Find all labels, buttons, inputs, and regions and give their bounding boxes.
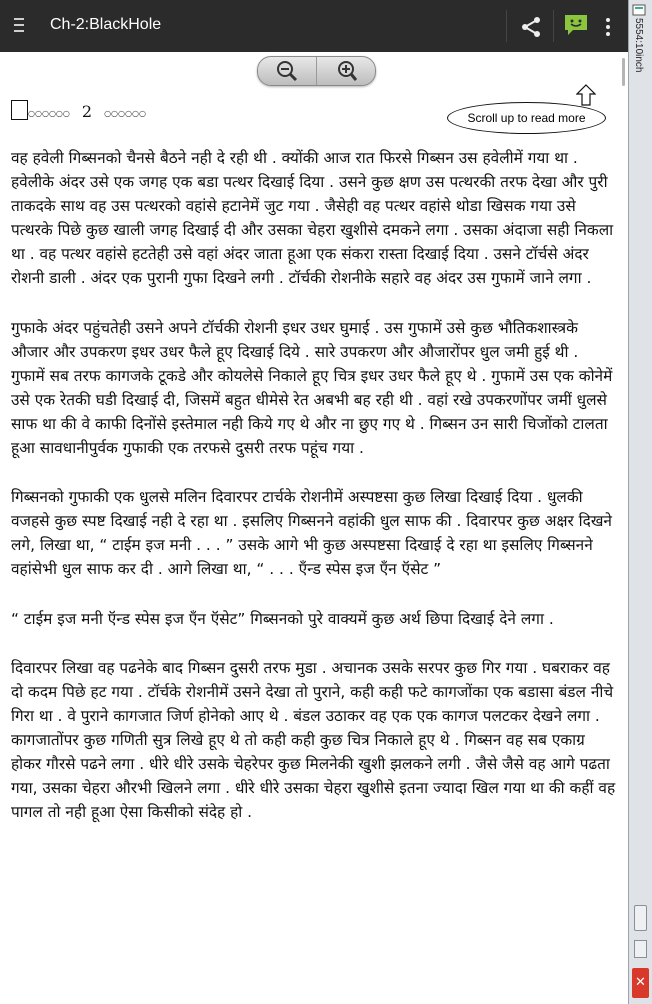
missing-glyphs: ○○○○○○ [28,109,70,118]
paragraph: वह हवेली गिब्सनको चैनसे बैठने नही दे रही थी . क्योंकी आज रात फिरसे गिब्सन उस हवेलीमें गया था . हवेलीके अंदर उसे एक जगह एक बडा पत्थर दिखाई दिया . उसने कुछ क्षण उस पत्थरकी तरफ देखा और पुरी ताकदके साथ वह उस पत्थरको वहांसे हटानेमें जुट गया . जैसेही वह पत्थर वहांसे थोडा खिसक गया उसे पत्थरके पिछे कुछ खाली जगह दिखाई दी और उसका चेहरा खुशीसे दमकने लगा . उसका अंदाजा सही निकला था . वह पत्थर वहांसे हटतेही उसे वहां अंदर जाता हूआ एक संकरा रास्ता दिखाई दिया . उसने टॉर्चसे अंदर रोशनी डाली . अंदर एक पुरानी गुफा दिखने लगी . टॉर्चकी रोशनीके सहारे वह अंदर उस गुफामें जाने लगा . [11,149,614,288]
paragraph: “ टाईम इज मनी ऍन्ड स्पेस इज एँन ऍसेट” गिब्सनको पुरे वाक्यमें कुछ अर्थ छिपा दिखाई देने लगा . [11,609,554,628]
content-scrollbar[interactable] [622,58,625,86]
menu-icon[interactable] [14,18,24,32]
chapter-content[interactable] [11,146,616,849]
overflow-menu-icon[interactable] [606,18,610,36]
paragraph: दिवारपर लिखा वह पढनेके बाद गिब्सन दुसरी तरफ मुडा . अचानक उसके सरपर कुछ गिर गया . घबराकर वह दो कदम पिछे हट गया . टॉर्चके रोशनीमें उसने देखा तो पुराने, कही कही फटे कागजोंका एक बडासा बंडल नीचे गिरा था . वे पुराने कागजात जिर्ण होनेको आए थे . बंडल उठाकर वह एक एक कागज पलटकर देखने लगा . कागजातोंपर कुछ गणिती सुत्र लिखे हूए थे तो कही कही कुछ चित्र निकाले हूए थे . गिब्सन वह सब एकाग्र होकर गौरसे पढने लगा . धीरे धीरे उसके चेहरेपर कुछ मिलनेकी खुशी झलकने लगी . जैसे जैसे वह आगे पढता गया, उसका चेहरा औरभी खिलने लगा . धीरे धीरे उसका चेहरा खुशीसे इतना ज्यादा खिल गया था की कहीं वह पागल तो नही हूआ ऐसा किसीको संदेह हो . [11,658,616,822]
paragraph: गिब्सनको गुफाकी एक धुलसे मलिन दिवारपर टार्चके रोशनीमें अस्पष्टसा कुछ लिखा दिखाई दिया . धुलकी वजहसे कुछ स्पष्ट दिखाई नही दे रहा था . इसलिए गिब्सनने वहांकी धुल साफ की . दिवारपर कुछ अक्षर दिखने लगे, लिखा था, “ टाईम इज मनी . . . ” उसके आगे भी कुछ अस्पष्टसा दिखाई दे रहा था इसलिए गिब्सनने वहांसेभी धुल साफ कर दी . आगे लिखा था, “ . . . एँन्ड स्पेस इज एँन ऍसेट ” [11,488,612,579]
side-scroll-panel [629,0,652,1004]
scroll-thumb[interactable] [634,905,647,931]
close-button[interactable] [632,968,649,998]
page-icon[interactable] [632,4,646,16]
chapter-heading [11,100,146,122]
zoom-in-button[interactable] [316,57,375,85]
chapter-number: 2 [81,102,93,121]
close-icon: ✕ [635,975,646,990]
paragraph: गुफाके अंदर पहुंचतेही उसने अपने टॉर्चकी रोशनी इधर उधर घुमाई . उस गुफामें उसे कुछ भौतिकशास्त्रके औजार और उपकरण इधर उधर फैले हूए दिखाई दिये . सारे उपकरण और औजारोंपर धुल जमी हुई थी . गुफामें सब तरफ कागजके टूकडे और कोयलेसे निकाले हूए चित्र इधर उधर फैले हूए थे . गुफामें उस एक कोनेमें उसे एक रेतकी घडी दिखाई दी, जिसमें बहुत धीमेसे रेत अबभी बह रही थी . वहां रखे उपकरणोंपर जमीं धुलसे साफ था की वे काफी दिनोंसे इस्तेमाल नही किये गए थे और ना छुए गए थे . गिब्सन उन सारी चिजोंको टालता हूआ सावधानीपुर्वक गुफाकी एक तरफसे दुसरी तरफ पहूंच गया . [11,318,613,458]
restore-button[interactable] [634,940,647,958]
chat-icon[interactable] [563,13,589,37]
zoom-in-icon [334,60,358,82]
divider [506,10,507,42]
zoom-out-icon [275,60,299,82]
share-icon[interactable] [520,16,542,38]
missing-glyph-box [11,100,28,120]
scroll-hint: Scroll up to read more [447,102,606,134]
action-bar [0,0,628,52]
page-position-readout: 5554:10inch [633,18,644,73]
missing-glyphs: ○○○○○○ [104,109,146,118]
zoom-control [257,56,376,86]
divider [553,10,554,42]
zoom-out-button[interactable] [258,57,316,85]
arrow-up-icon [576,84,596,106]
chapter-title: Ch-2:BlackHole [50,16,162,33]
